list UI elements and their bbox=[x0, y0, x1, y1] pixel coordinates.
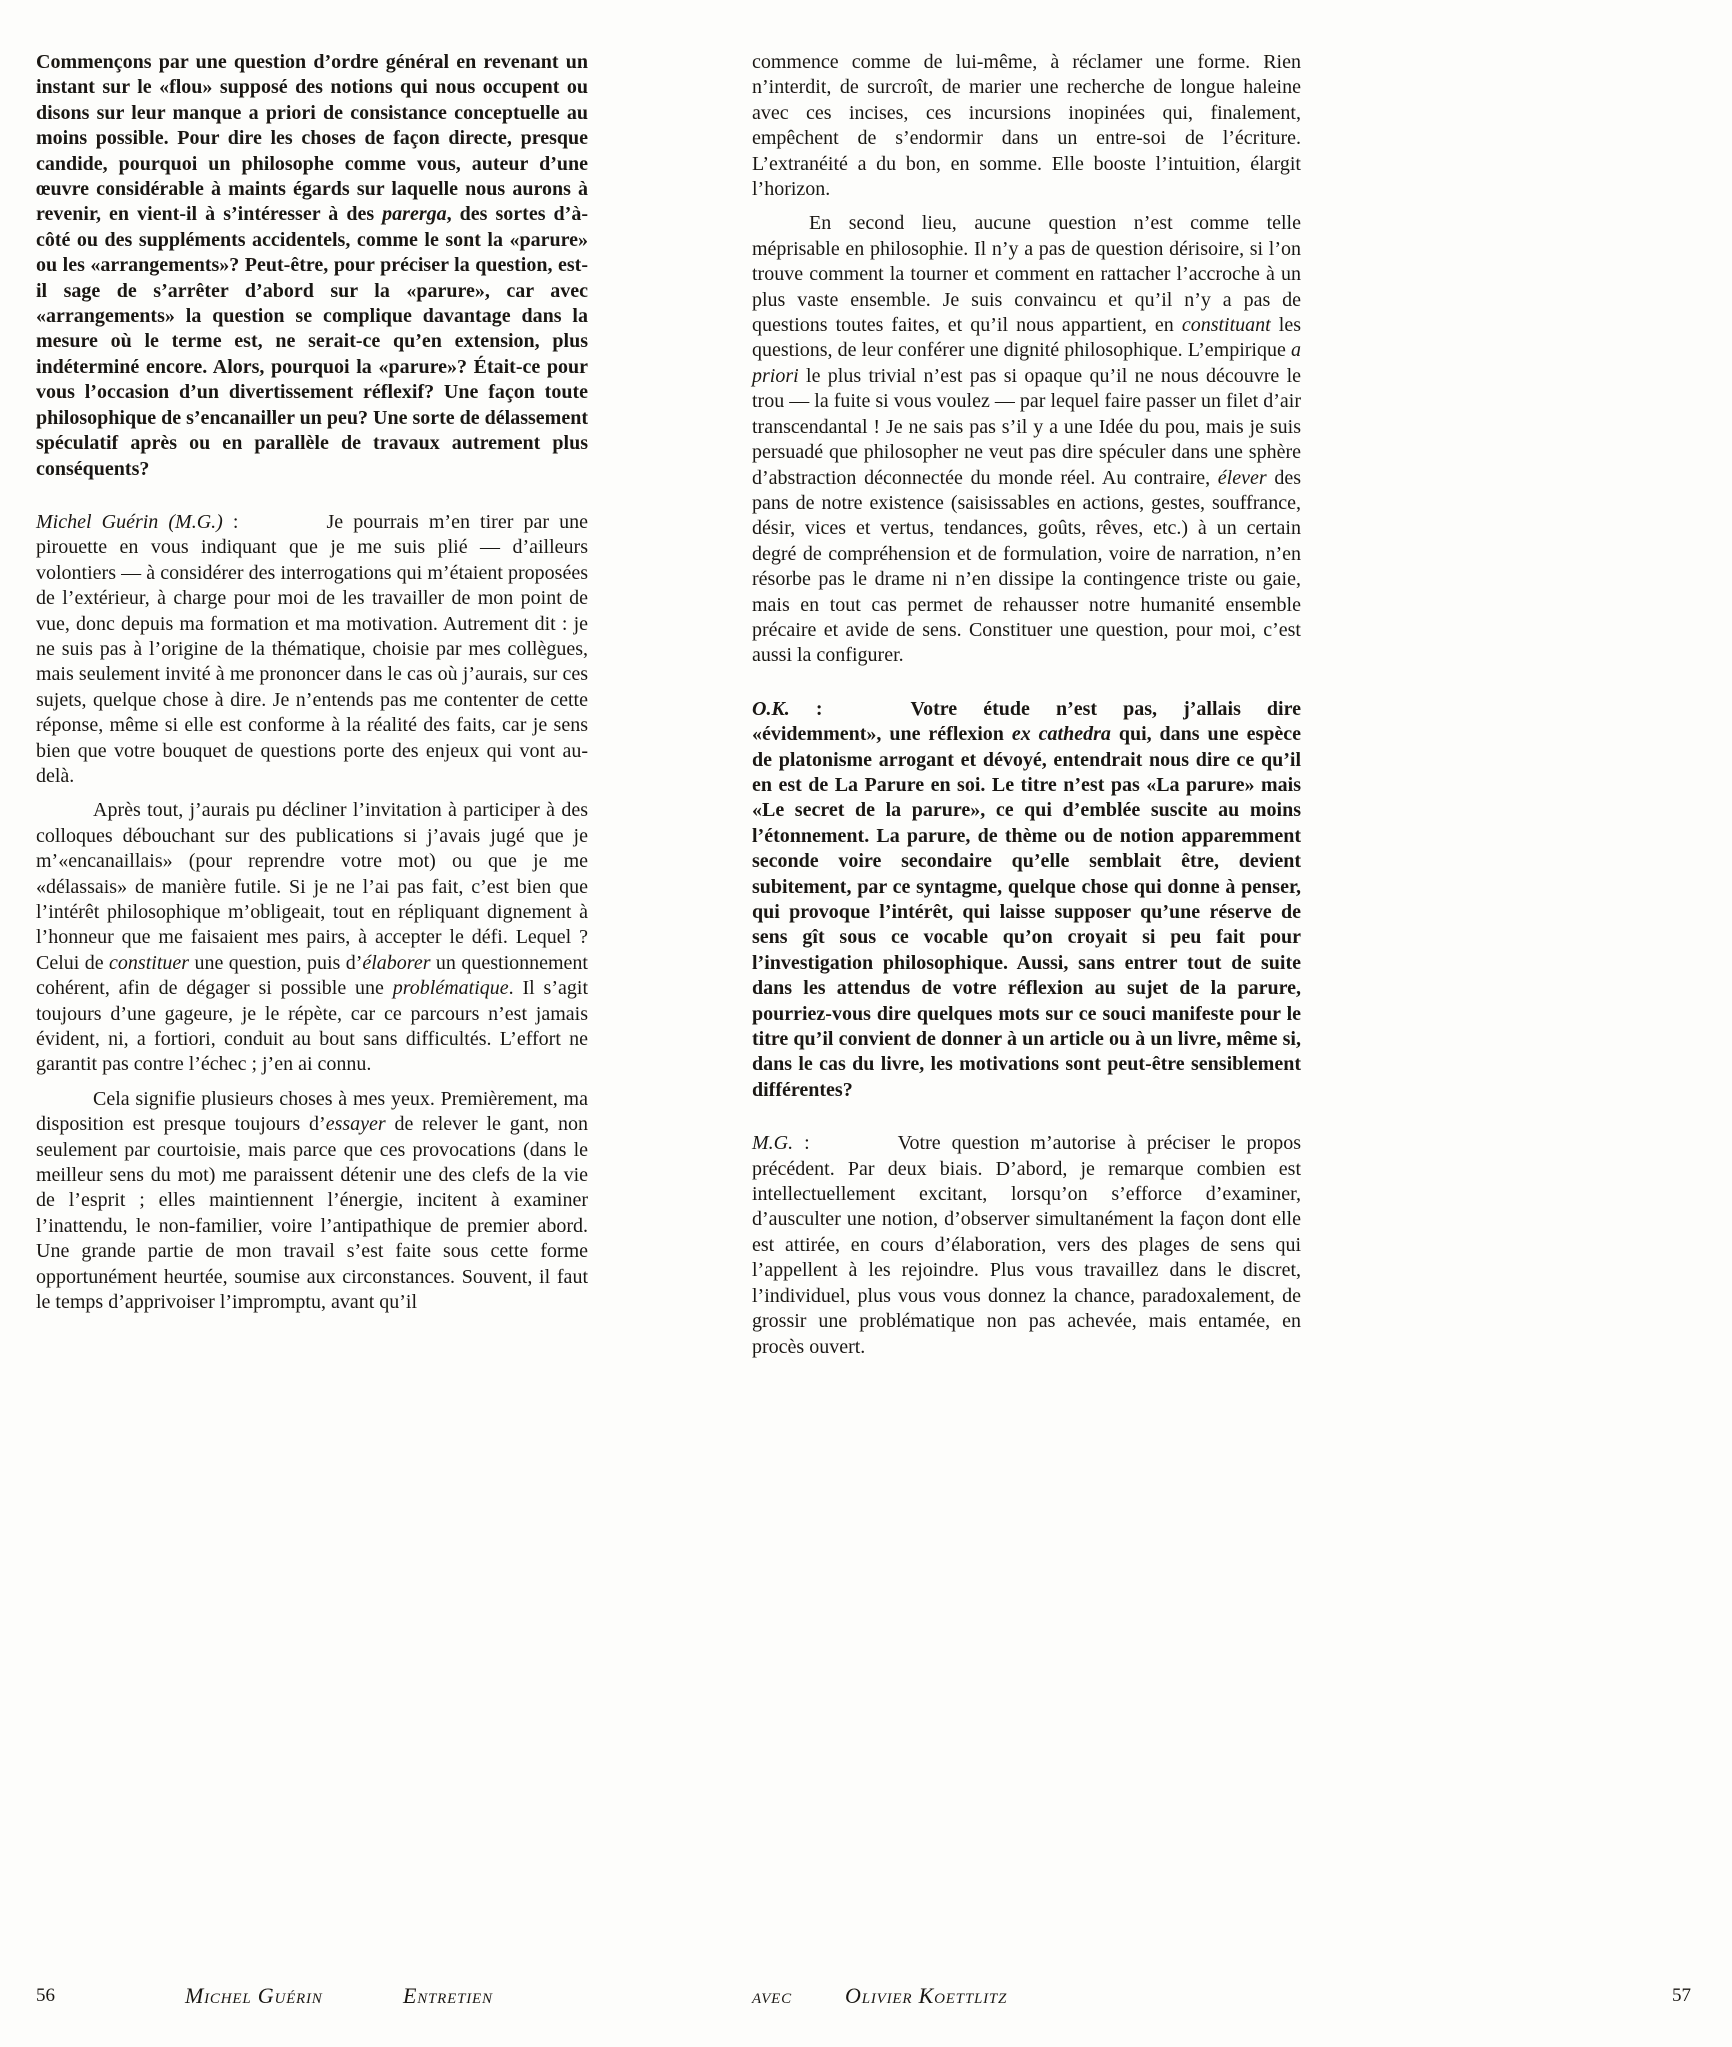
text-run: Cela signifie plusieurs choses à mes yeux. Premièrement, ma disposition est presque toujours d’ bbox=[36, 1087, 588, 1136]
text-run: qui, dans une espèce de platonisme arrogant et dévoyé, entendrait nous dire ce qu’il en est de La Parure en soi. Le titre n’est pas «La parure» mais «Le secret de la parure», ce qui d’emblée suscite au moins l’étonnement. La parure, de thème ou de notion apparemment seconde voire secondaire qu’elle semblait être, devient subitement, par ce syntagme, quelque chose qui donne à penser, qui provoque l’intérêt, qui laisse supposer qu’une réserve de sens gît sous ce vocable qu’on croyait si peu fait pour l’investigation philosophique. Aussi, sans entrer tout de suite dans les attendus de votre réflexion au sujet de la parure, pourriez-vous dire quelques mots sur ce souci manifeste pour le titre qu’il convient de donner à un article ou à un livre, même si, dans le cas du livre, les motivations sont peut-être sensiblement différentes? bbox=[752, 723, 1301, 1101]
text-run: essayer bbox=[325, 1113, 386, 1136]
text-column-left bbox=[36, 50, 588, 1316]
text-run: Votre question m’autorise à préciser le propos précédent. Par deux biais. D’abord, je remarque combien est intellectuellement excitant, lorsqu’on s’efforce d’examiner, d’ausculter une notion, d’observer simultanément la façon dont elle est attirée, en cours d’élaboration, vers des plages de sens qui l’appellent à les rejoindre. Plus vous travaillez dans le discret, l’individuel, plus vous vous donnez la chance, paradoxalement, de grossir une problématique non pas achevée, mais entamée, en procès ouvert. bbox=[752, 1132, 1301, 1358]
text-run: commence comme de lui-même, à réclamer une forme. Rien n’interdit, de surcroît, de marier une recherche de longue haleine avec ces incises, ces incursions inopinées qui, finalement, empêchent de s’endormir dans un entre-soi de l’écriture. L’extranéité a du bon, en somme. Elle booste l’intuition, élargit l’horizon. bbox=[752, 51, 1301, 201]
text-run: Commençons par une question d’ordre général en revenant un instant sur le «flou» supposé des notions qui nous occupent ou disons sur leur manque a priori de consistance conceptuelle au moins possible. Pour dire les choses de façon directe, presque candide, pourquoi un philosophe comme vous, auteur d’une œuvre considérable à maints égards sur laquelle nous aurons à revenir, en vient-il à s’intéresser à des bbox=[36, 51, 588, 226]
text-run: constituant bbox=[1181, 314, 1271, 337]
text-run: élaborer bbox=[362, 951, 431, 974]
answer-paragraph bbox=[752, 50, 1301, 202]
text-run: élever bbox=[1217, 466, 1267, 489]
text-run: des pans de notre existence (saisissables en actions, gestes, souffrance, désir, vices et vertus, tendances, goûts, rêves, etc.) à un certain degré de compréhension et de formulation, voire de narration, n’en résorbe pas le drame ni n’en dissipe la contingence triste ou gaie, mais en tout cas permet de rehausser notre humanité ensemble précaire et avide de sens. Constituer une question, pour moi, c’est aussi la configurer. bbox=[752, 466, 1301, 667]
footer-author-name: Michel Guérin bbox=[185, 1983, 323, 2008]
answer-paragraph bbox=[752, 1131, 1301, 1360]
answer-paragraph bbox=[36, 510, 588, 789]
text-run: : bbox=[789, 697, 823, 720]
question-paragraph bbox=[752, 697, 1301, 1104]
text-run: : bbox=[793, 1132, 810, 1155]
footer-entretien-label: Entretien bbox=[403, 1983, 493, 2008]
text-run: un questionnement cohérent, afin de dégager si possible une bbox=[36, 951, 588, 1000]
page-footer bbox=[0, 1983, 1732, 2017]
answer-paragraph bbox=[752, 211, 1301, 668]
text-run: : bbox=[222, 510, 239, 533]
page-number-right: 57 bbox=[1672, 1985, 1691, 2006]
text-run: parerga bbox=[382, 203, 447, 226]
text-run: , des sortes d’à-côté ou des suppléments accidentels, comme le sont la «parure» ou les «arrangements»? Peut-être, pour préciser la question, est-il sage de s’arrêter d’abord sur la «parure», car avec «arrangements» la question se complique davantage dans la mesure où le terme est, ne serait-ce qu’en extension, plus indéterminé encore. Alors, pourquoi la «parure»? Était-ce pour vous l’occasion d’un divertissement réflexif? Une façon toute philosophique de s’encanailler un peu? Une sorte de délassement spéculatif après ou en parallèle de travaux autrement plus conséquents? bbox=[36, 203, 588, 480]
question-paragraph bbox=[36, 50, 588, 482]
footer-interviewer-name: Olivier Koettlitz bbox=[845, 1983, 1008, 2008]
answer-paragraph bbox=[36, 798, 588, 1077]
text-run: les questions, de leur conférer une dignité philosophique. L’empirique bbox=[752, 314, 1301, 362]
text-run: . Il s’agit toujours d’une gageure, je le répète, car ce parcours n’est jamais évident, ni, a fortiori, conduit au bout sans difficultés. L’effort ne garantit pas contre l’échec ; j’en ai connu. bbox=[36, 977, 588, 1076]
text-run: Après tout, j’aurais pu décliner l’invitation à participer à des colloques débouchant sur des publications si j’avais jugé que je m’«encanaillais» (pour reprendre votre mot) ou que je me «délassais» de manière futile. Si je ne l’ai pas fait, c’est bien que l’intérêt philosophique m’obligeait, tout en répliquant dignement à l’honneur que me faisaient mes pairs, à accepter le défi. Lequel ? Celui de bbox=[36, 799, 588, 974]
text-run: Votre étude n’est pas, j’allais dire «évidemment», une réflexion bbox=[752, 697, 1301, 746]
text-column-right bbox=[752, 50, 1301, 1360]
speaker-label: O.K. bbox=[752, 697, 790, 720]
speaker-label: Michel Guérin (M.G.) bbox=[36, 510, 223, 533]
text-run: constituer bbox=[109, 951, 190, 974]
text-run: ex cathedra bbox=[1011, 723, 1111, 746]
text-run: En second lieu, aucune question n’est comme telle méprisable en philosophie. Il n’y a pas de question dérisoire, si l’on trouve comment la tourner et comment en rattacher l’accroche à un plus vaste ensemble. Je suis convaincu et qu’il n’y a pas de questions toutes faites, et qu’il nous appartient, en bbox=[752, 212, 1301, 337]
text-run: Je pourrais m’en tirer par une pirouette en vous indiquant que je me suis plié — d’ailleurs volontiers — à considérer des interrogations qui m’étaient proposées de l’extérieur, à charge pour moi de les travailler de mon point de vue, donc depuis ma formation et ma motivation. Autrement dit : je ne suis pas à l’origine de la thématique, choisie par mes collègues, mais seulement invité à me prononcer dans le cas où j’aurais, sur ces sujets, quelque chose à dire. Je n’entends pas me contenter de cette réponse, même si elle est conforme à la réalité des faits, car je sens bien que votre bouquet de questions porte des enjeux qui vont au-delà. bbox=[36, 510, 588, 787]
speaker-label: M.G. bbox=[752, 1132, 794, 1155]
text-run: le plus trivial n’est pas si opaque qu’il ne nous découvre le trou — la fuite si vous voulez — par lequel faire passer un filet d’air transcendantal ! Je ne sais pas s’il y a une Idée du pou, mais je suis persuadé que philosopher ne veut pas dire spéculer dans une sphère d’abstraction déconnectée du monde réel. Au contraire, bbox=[752, 364, 1301, 489]
page-number-left: 56 bbox=[36, 1985, 55, 2006]
text-run: a priori bbox=[752, 339, 1301, 387]
footer-avec-label: avec bbox=[752, 1983, 792, 2008]
text-run: de relever le gant, non seulement par courtoisie, mais parce que ces provocations (dans le meilleur sens du mot) me paraissent détenir une des clefs de la vie de l’esprit ; elles maintiennent l’énergie, incitent à examiner l’inattendu, le non-familier, voire l’antipathique de premier abord. Une grande partie de mon travail s’est faite sous cette forme opportunément heurtée, soumise aux circonstances. Souvent, il faut le temps d’apprivoiser l’impromptu, avant qu’il bbox=[36, 1113, 588, 1314]
text-run: problématique bbox=[392, 977, 509, 1000]
text-run: une question, puis d’ bbox=[189, 951, 363, 974]
answer-paragraph bbox=[36, 1087, 588, 1316]
